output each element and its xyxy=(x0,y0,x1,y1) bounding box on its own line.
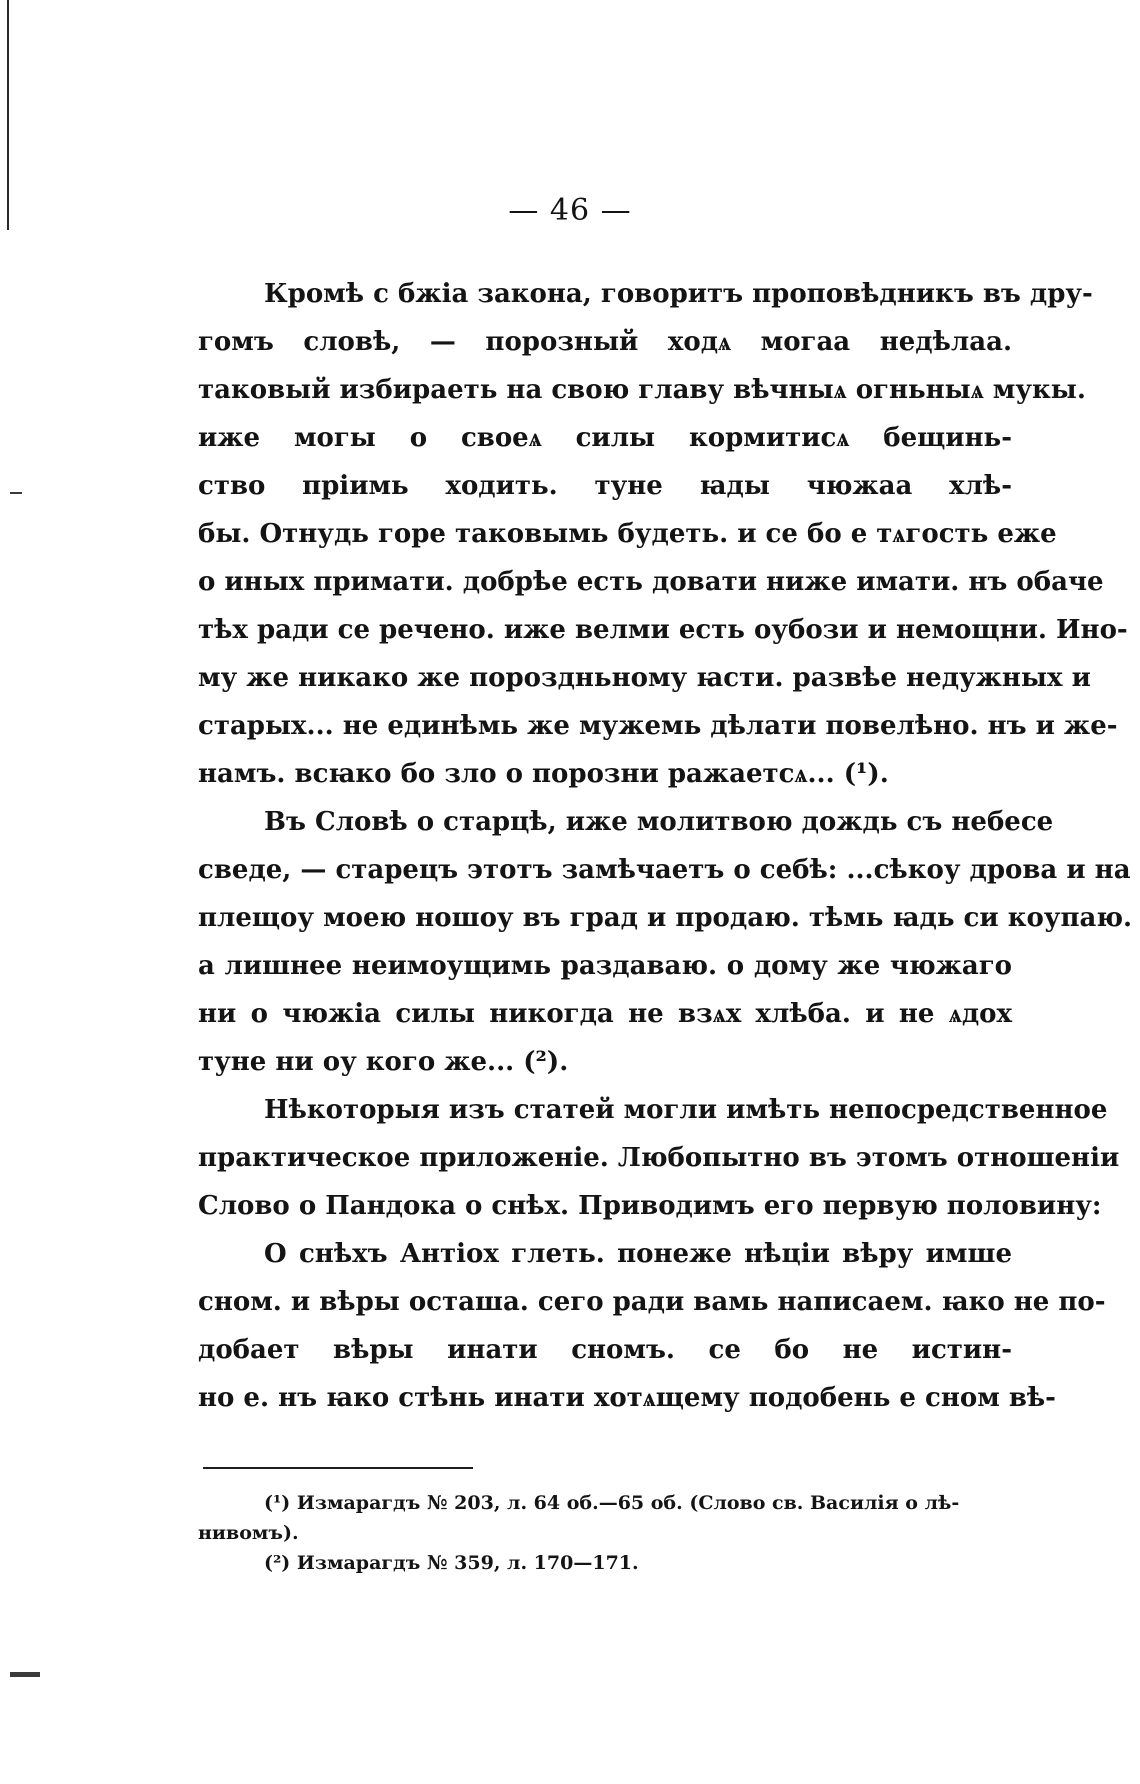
text-line: Кромѣ с бжіа закона, говоритъ проповѣдникъ въ дру- xyxy=(264,279,1093,309)
page-number: — 46 — xyxy=(508,193,632,228)
footnote-line: (¹) Измарагдъ № 203, л. 64 об.—65 об. (Слово св. Василія о лѣ- xyxy=(264,1492,960,1514)
text-line: Нѣкоторыя изъ статей могли имѣть непосредственное xyxy=(264,1095,1108,1125)
text-line: ство пріимь ходить. туне ꙗды чюжаа хлѣ- xyxy=(198,471,1012,501)
text-line: практическое приложеніе. Любопытно въ этомъ отношеніи xyxy=(198,1143,1120,1173)
text-line: плещоу моею ношоу въ град и продаю. тѣмь ꙗдь си коупаю. xyxy=(198,903,1133,933)
text-line: бы. Отнудь горе таковымь будеть. и се бо е тѧгость еже xyxy=(198,519,1057,549)
margin-mark xyxy=(10,1672,40,1677)
footnote-divider xyxy=(203,1467,473,1469)
text-line: о иных примати. добрѣе есть довати ниже имати. нъ обаче xyxy=(198,567,1104,597)
text-line: сном. и вѣры осташа. сего ради вамь написаем. ꙗко не по- xyxy=(198,1287,1106,1317)
text-line: а лишнее неимоущимь раздаваю. о дому же чюжаго xyxy=(198,951,1012,981)
text-line: тѣх ради се речено. иже велми есть оубози и немощни. Ино- xyxy=(198,615,1128,645)
footnote-line: нивомъ). xyxy=(198,1522,299,1544)
text-line: Слово о Пандока о снѣх. Приводимъ его первую половину: xyxy=(198,1191,1102,1221)
margin-mark xyxy=(10,492,22,494)
footnote-line: (²) Измарагдъ № 359, л. 170—171. xyxy=(264,1552,639,1574)
footnotes xyxy=(198,1488,1012,1578)
text-line: Въ Словѣ о старцѣ, иже молитвою дождь съ небесе xyxy=(264,807,1054,837)
text-line: му же никако же пороздньному ꙗсти. развѣе недужных и xyxy=(198,663,1091,693)
text-line: сведе, — старецъ этотъ замѣчаетъ о себѣ: ...сѣкоу дрова и на xyxy=(198,855,1131,885)
text-line: намъ. всꙗко бо зло о порозни ражаетсѧ... (¹). xyxy=(198,759,889,789)
text-line: О снѣхъ Антіох глеть. понеже нѣціи вѣру имше xyxy=(264,1239,1012,1269)
text-line: таковый избираеть на свою главу вѣчныѧ огньныѧ мукы. xyxy=(198,375,1086,405)
text-line: добает вѣры инати сномъ. се бо не истин- xyxy=(198,1335,1012,1365)
main-text xyxy=(198,270,1133,1422)
text-line: но е. нъ ꙗко стѣнь инати хотѧщему подобень е сном вѣ- xyxy=(198,1383,1056,1413)
text-line: туне ни оу кого же... (²). xyxy=(198,1047,569,1077)
text-line: иже могы о своеѧ силы кормитисѧ бещинь- xyxy=(198,423,1012,453)
text-line: ни о чюжіа силы никогда не взѧх хлѣба. и не ѧдох xyxy=(198,999,1012,1029)
text-line: старых... не единѣмь же мужемь дѣлати повелѣно. нъ и же- xyxy=(198,711,1118,741)
text-line: гомъ словѣ, — порозный ходѧ могаа недѣлаа. xyxy=(198,327,1012,357)
